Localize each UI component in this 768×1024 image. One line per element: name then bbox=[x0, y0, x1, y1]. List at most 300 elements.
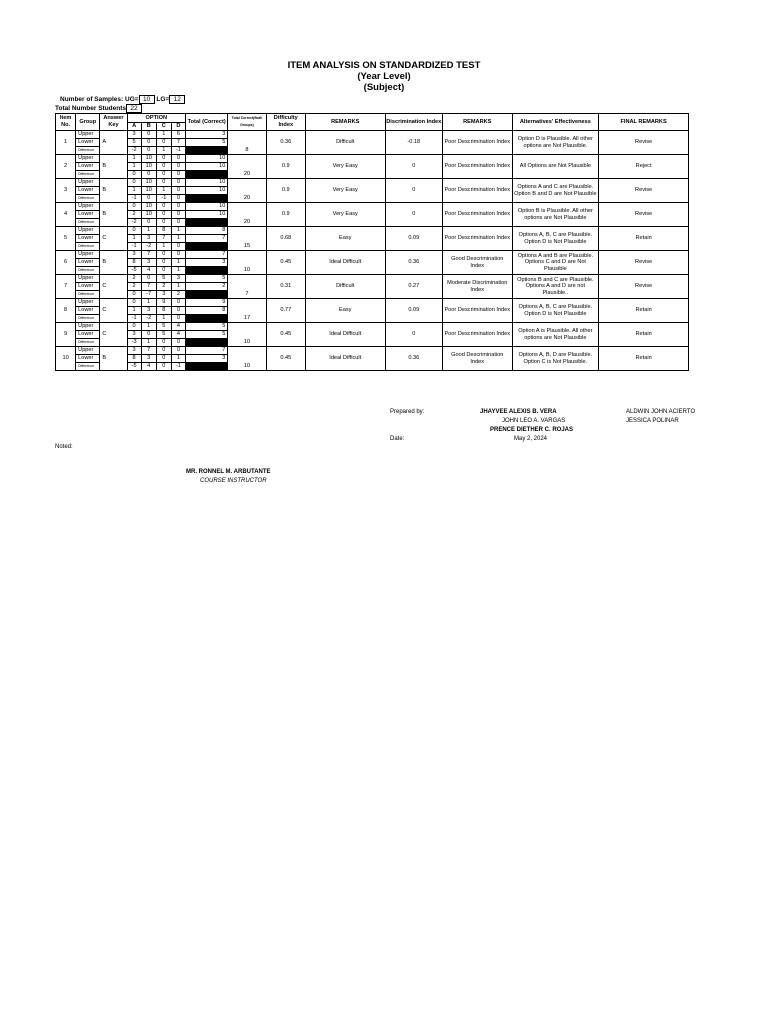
difficulty-remarks: Ideal Difficult bbox=[305, 347, 385, 371]
group-difference-label: Difference bbox=[76, 363, 100, 371]
discrimination-index: 0 bbox=[385, 179, 442, 203]
difference-total-blackout bbox=[186, 171, 228, 179]
lower-option-b: 0 bbox=[141, 331, 156, 339]
item-row-upper bbox=[56, 227, 689, 235]
difference-option-d: 0 bbox=[171, 243, 185, 251]
group-difference-label: Difference bbox=[76, 171, 100, 179]
group-upper-label: Upper bbox=[76, 203, 100, 211]
lower-option-b: 3 bbox=[141, 355, 156, 363]
difference-total-blackout bbox=[186, 363, 228, 371]
alternatives-effectiveness: Options A, B, C are Plausible. Option D is Not Plausible bbox=[512, 227, 599, 251]
difference-option-a: -2 bbox=[127, 219, 141, 227]
upper-option-c: 8 bbox=[156, 227, 171, 235]
difference-total-blackout bbox=[186, 291, 228, 299]
final-remarks: Retain bbox=[599, 227, 689, 251]
upper-total: 10 bbox=[186, 203, 228, 211]
preparer-vargas: JOHN LEO A. VARGAS bbox=[502, 418, 566, 424]
upper-option-d: 0 bbox=[171, 179, 185, 187]
lower-option-a: 1 bbox=[127, 307, 141, 315]
item-number: 2 bbox=[56, 155, 76, 179]
upper-option-c: 0 bbox=[156, 203, 171, 211]
difference-option-c: 0 bbox=[156, 171, 171, 179]
group-difference-label: Difference bbox=[76, 219, 100, 227]
lower-option-d: 7 bbox=[171, 139, 185, 147]
year-level-subtitle: (Year Level) bbox=[357, 71, 411, 82]
difference-option-c: 1 bbox=[156, 243, 171, 251]
upper-total: 3 bbox=[186, 131, 228, 139]
difference-option-d: 2 bbox=[171, 291, 185, 299]
difference-option-a: 0 bbox=[127, 171, 141, 179]
header-group: Group bbox=[76, 114, 100, 131]
difference-option-b: 4 bbox=[141, 267, 156, 275]
preparer-polinar: JESSICA POLINAR bbox=[626, 418, 679, 424]
lower-option-b: 7 bbox=[141, 283, 156, 291]
group-upper-label: Upper bbox=[76, 131, 100, 139]
lower-option-d: 4 bbox=[171, 331, 185, 339]
instructor-title: COURSE INSTRUCTOR bbox=[200, 478, 267, 484]
upper-option-a: 0 bbox=[127, 323, 141, 331]
lower-option-c: 0 bbox=[156, 259, 171, 267]
difference-option-d: 0 bbox=[171, 315, 185, 323]
discrimination-index: 0 bbox=[385, 323, 442, 347]
header-option: OPTION bbox=[127, 114, 185, 123]
upper-option-d: 0 bbox=[171, 203, 185, 211]
lower-total: 2 bbox=[186, 283, 228, 291]
upper-option-c: 1 bbox=[156, 131, 171, 139]
answer-key: A bbox=[100, 131, 127, 155]
lower-option-c: 0 bbox=[156, 355, 171, 363]
difference-option-d: 1 bbox=[171, 267, 185, 275]
lower-option-b: 10 bbox=[141, 187, 156, 195]
lower-option-c: 8 bbox=[156, 307, 171, 315]
upper-total: 7 bbox=[186, 347, 228, 355]
difference-total-blackout bbox=[186, 147, 228, 155]
difference-option-a: -1 bbox=[127, 195, 141, 203]
total-students-label: Total Number Students bbox=[55, 105, 127, 112]
discrimination-remarks: Poor Descrimination Index bbox=[442, 203, 512, 227]
difficulty-index: 0.68 bbox=[266, 227, 305, 251]
difficulty-remarks: Easy bbox=[305, 299, 385, 323]
group-lower-label: Lower bbox=[76, 187, 100, 195]
lower-option-a: 8 bbox=[127, 355, 141, 363]
difference-option-d: -1 bbox=[171, 363, 185, 371]
alternatives-effectiveness: Option A is Plausible. All other options are Not Plausible bbox=[512, 323, 599, 347]
upper-option-d: 0 bbox=[171, 251, 185, 259]
total-both-groups: 15 bbox=[228, 227, 266, 251]
item-number: 10 bbox=[56, 347, 76, 371]
lower-option-c: 7 bbox=[156, 235, 171, 243]
lower-option-c: 1 bbox=[156, 187, 171, 195]
group-lower-label: Lower bbox=[76, 139, 100, 147]
header-final-remarks: FINAL REMARKS bbox=[599, 114, 689, 131]
answer-key: C bbox=[100, 227, 127, 251]
lg-value: 12 bbox=[169, 95, 185, 104]
lower-option-b: 3 bbox=[141, 307, 156, 315]
item-number: 3 bbox=[56, 179, 76, 203]
total-both-groups: 8 bbox=[228, 131, 266, 155]
lg-label: LG= bbox=[156, 96, 170, 103]
final-remarks: Revise bbox=[599, 275, 689, 299]
difference-option-d: -1 bbox=[171, 147, 185, 155]
group-lower-label: Lower bbox=[76, 211, 100, 219]
difficulty-index: 0.45 bbox=[266, 323, 305, 347]
difference-option-c: 0 bbox=[156, 267, 171, 275]
difficulty-index: 0.77 bbox=[266, 299, 305, 323]
difference-option-a: 0 bbox=[127, 291, 141, 299]
item-number: 8 bbox=[56, 299, 76, 323]
difference-option-c: 1 bbox=[156, 315, 171, 323]
discrimination-remarks: Poor Descrimination Index bbox=[442, 299, 512, 323]
group-lower-label: Lower bbox=[76, 235, 100, 243]
upper-option-a: 0 bbox=[127, 227, 141, 235]
difference-option-c: 0 bbox=[156, 339, 171, 347]
lower-option-b: 10 bbox=[141, 163, 156, 171]
difficulty-index: 0.36 bbox=[266, 131, 305, 155]
group-difference-label: Difference bbox=[76, 339, 100, 347]
item-row-upper bbox=[56, 347, 689, 355]
date-value: May 2, 2024 bbox=[514, 436, 548, 442]
upper-option-d: 3 bbox=[171, 275, 185, 283]
lower-option-a: 5 bbox=[127, 139, 141, 147]
group-upper-label: Upper bbox=[76, 251, 100, 259]
upper-option-b: 10 bbox=[141, 179, 156, 187]
difference-option-a: -5 bbox=[127, 363, 141, 371]
prepared-by-label: Prepared by: bbox=[390, 409, 425, 415]
difference-option-a: -5 bbox=[127, 267, 141, 275]
answer-key: B bbox=[100, 347, 127, 371]
difficulty-index: 0.45 bbox=[266, 347, 305, 371]
item-number: 5 bbox=[56, 227, 76, 251]
upper-option-d: 6 bbox=[171, 131, 185, 139]
item-number: 6 bbox=[56, 251, 76, 275]
lower-option-c: 0 bbox=[156, 139, 171, 147]
upper-total: 7 bbox=[186, 251, 228, 259]
answer-key: C bbox=[100, 275, 127, 299]
group-difference-label: Difference bbox=[76, 147, 100, 155]
upper-option-d: 0 bbox=[171, 347, 185, 355]
header-option-b: B bbox=[141, 123, 156, 131]
discrimination-remarks: Poor Descrimination Index bbox=[442, 155, 512, 179]
difference-option-b: 1 bbox=[141, 339, 156, 347]
difference-option-b: 4 bbox=[141, 363, 156, 371]
alternatives-effectiveness: Options B and C are Plausible. Options A and D are not Plausible.. bbox=[512, 275, 599, 299]
lower-total: 3 bbox=[186, 355, 228, 363]
total-both-groups: 20 bbox=[228, 203, 266, 227]
discrimination-index: 0.36 bbox=[385, 347, 442, 371]
group-upper-label: Upper bbox=[76, 299, 100, 307]
ug-value: 10 bbox=[139, 95, 155, 104]
group-lower-label: Lower bbox=[76, 355, 100, 363]
discrimination-remarks: Moderate Discrimination Index bbox=[442, 275, 512, 299]
alternatives-effectiveness: Option D is Plausible. All other options are Not Plausible. bbox=[512, 131, 599, 155]
total-both-groups: 20 bbox=[228, 179, 266, 203]
alternatives-effectiveness: All Options are Not Plausible bbox=[512, 155, 599, 179]
header-alternatives: Alternatives' Effectiveness bbox=[512, 114, 599, 131]
difference-option-b: 0 bbox=[141, 147, 156, 155]
lower-option-b: 10 bbox=[141, 211, 156, 219]
group-upper-label: Upper bbox=[76, 275, 100, 283]
difference-option-d: 0 bbox=[171, 339, 185, 347]
difference-option-c: 0 bbox=[156, 363, 171, 371]
discrimination-remarks: Good Descrimination Index bbox=[442, 347, 512, 371]
group-difference-label: Difference bbox=[76, 195, 100, 203]
group-upper-label: Upper bbox=[76, 179, 100, 187]
difficulty-index: 0.31 bbox=[266, 275, 305, 299]
difference-option-a: -3 bbox=[127, 339, 141, 347]
difference-option-d: 0 bbox=[171, 171, 185, 179]
difference-option-b: -2 bbox=[141, 243, 156, 251]
difficulty-remarks: Very Easy bbox=[305, 155, 385, 179]
lower-option-d: 1 bbox=[171, 355, 185, 363]
group-upper-label: Upper bbox=[76, 347, 100, 355]
document-header bbox=[0, 60, 768, 93]
alternatives-effectiveness: Options A, B, C are Plausible. Option D is Not Plausible bbox=[512, 299, 599, 323]
lower-total: 8 bbox=[186, 307, 228, 315]
item-row-upper bbox=[56, 275, 689, 283]
item-rows bbox=[56, 131, 689, 371]
final-remarks: Revise bbox=[599, 203, 689, 227]
discrimination-remarks: Good Descrimination Index bbox=[442, 251, 512, 275]
header-option-d: D bbox=[171, 123, 185, 131]
difference-total-blackout bbox=[186, 219, 228, 227]
final-remarks: Reject bbox=[599, 155, 689, 179]
group-difference-label: Difference bbox=[76, 291, 100, 299]
discrimination-index: 0 bbox=[385, 203, 442, 227]
difference-option-b: 0 bbox=[141, 219, 156, 227]
difference-total-blackout bbox=[186, 243, 228, 251]
upper-option-a: 1 bbox=[127, 155, 141, 163]
final-remarks: Retain bbox=[599, 323, 689, 347]
upper-option-a: 3 bbox=[127, 251, 141, 259]
lower-option-d: 1 bbox=[171, 283, 185, 291]
item-row-upper bbox=[56, 179, 689, 187]
lower-option-b: 0 bbox=[141, 139, 156, 147]
total-students-line bbox=[55, 104, 142, 113]
group-upper-label: Upper bbox=[76, 227, 100, 235]
total-both-groups: 10 bbox=[228, 251, 266, 275]
upper-option-c: 9 bbox=[156, 299, 171, 307]
answer-key: B bbox=[100, 203, 127, 227]
upper-option-a: 0 bbox=[127, 299, 141, 307]
lower-option-c: 0 bbox=[156, 211, 171, 219]
difficulty-remarks: Difficult bbox=[305, 275, 385, 299]
lower-option-d: 0 bbox=[171, 187, 185, 195]
date-label: Date: bbox=[390, 436, 405, 442]
difficulty-index: 0.9 bbox=[266, 203, 305, 227]
item-row-upper bbox=[56, 323, 689, 331]
lower-total: 5 bbox=[186, 139, 228, 147]
difficulty-index: 0.45 bbox=[266, 251, 305, 275]
lower-option-a: 2 bbox=[127, 283, 141, 291]
difference-option-b: 0 bbox=[141, 195, 156, 203]
item-number: 9 bbox=[56, 323, 76, 347]
upper-option-c: 5 bbox=[156, 323, 171, 331]
group-difference-label: Difference bbox=[76, 243, 100, 251]
alternatives-effectiveness: Options A and B are Plausible. Options C and D are Not Plausible bbox=[512, 251, 599, 275]
group-lower-label: Lower bbox=[76, 331, 100, 339]
alternatives-effectiveness: Options A, B, D are Plausible. Option C is Not Plausible. bbox=[512, 347, 599, 371]
preparer-rojas: PRENCE DIETHER C. ROJAS bbox=[490, 427, 574, 433]
upper-option-a: 3 bbox=[127, 131, 141, 139]
difference-option-d: 0 bbox=[171, 195, 185, 203]
samples-line bbox=[60, 95, 185, 104]
header-option-c: C bbox=[156, 123, 171, 131]
lower-option-d: 0 bbox=[171, 211, 185, 219]
difficulty-remarks: Difficult bbox=[305, 131, 385, 155]
lower-option-c: 2 bbox=[156, 283, 171, 291]
difference-option-c: 0 bbox=[156, 219, 171, 227]
upper-option-a: 0 bbox=[127, 203, 141, 211]
group-lower-label: Lower bbox=[76, 307, 100, 315]
group-lower-label: Lower bbox=[76, 259, 100, 267]
total-both-groups: 20 bbox=[228, 155, 266, 179]
lower-total: 7 bbox=[186, 235, 228, 243]
discrimination-index: 0.09 bbox=[385, 227, 442, 251]
final-remarks: Revise bbox=[599, 131, 689, 155]
upper-option-b: 7 bbox=[141, 347, 156, 355]
preparer-vera: JHAYVEE ALEXIS B. VERA bbox=[480, 409, 557, 415]
header-discrimination: Discrimination Index bbox=[385, 114, 442, 131]
item-number: 4 bbox=[56, 203, 76, 227]
item-analysis-table bbox=[55, 113, 689, 371]
instructor-name: MR. RONNEL M. ARBUTANTE bbox=[186, 469, 271, 475]
final-remarks: Retain bbox=[599, 347, 689, 371]
upper-option-d: 1 bbox=[171, 227, 185, 235]
group-upper-label: Upper bbox=[76, 323, 100, 331]
noted-label: Noted: bbox=[55, 444, 73, 450]
difference-option-b: -2 bbox=[141, 315, 156, 323]
difference-total-blackout bbox=[186, 339, 228, 347]
difficulty-remarks: Very Easy bbox=[305, 203, 385, 227]
answer-key: B bbox=[100, 155, 127, 179]
lower-option-d: 1 bbox=[171, 235, 185, 243]
alternatives-effectiveness: Option B is Plausible. All other options are Not Plausible bbox=[512, 203, 599, 227]
subject-subtitle: (Subject) bbox=[363, 82, 405, 93]
difference-total-blackout bbox=[186, 267, 228, 275]
total-both-groups: 10 bbox=[228, 323, 266, 347]
alternatives-effectiveness: Options A and C are Plausible. Option B and D are Not Plausible bbox=[512, 179, 599, 203]
total-students-value: 22 bbox=[126, 104, 142, 113]
answer-key: C bbox=[100, 299, 127, 323]
item-row-upper bbox=[56, 299, 689, 307]
header-remarks-difficulty: REMARKS bbox=[305, 114, 385, 131]
difference-total-blackout bbox=[186, 315, 228, 323]
header-remarks-discrimination: REMARKS bbox=[442, 114, 512, 131]
upper-option-b: 7 bbox=[141, 251, 156, 259]
header-total-both: Total Correct(Both Groups) bbox=[228, 114, 266, 131]
lower-total: 3 bbox=[186, 259, 228, 267]
lower-total: 10 bbox=[186, 187, 228, 195]
upper-option-d: 0 bbox=[171, 299, 185, 307]
upper-option-d: 4 bbox=[171, 323, 185, 331]
difference-option-c: -1 bbox=[156, 195, 171, 203]
upper-option-c: 5 bbox=[156, 275, 171, 283]
lower-option-c: 0 bbox=[156, 163, 171, 171]
lower-option-a: 1 bbox=[127, 187, 141, 195]
header-difficulty: Difficulty Index bbox=[266, 114, 305, 131]
difficulty-remarks: Easy bbox=[305, 227, 385, 251]
upper-option-b: 0 bbox=[141, 131, 156, 139]
upper-option-c: 0 bbox=[156, 155, 171, 163]
upper-total: 5 bbox=[186, 323, 228, 331]
item-row-upper bbox=[56, 251, 689, 259]
ug-label: UG= bbox=[125, 96, 139, 103]
difficulty-remarks: Very Easy bbox=[305, 179, 385, 203]
lower-option-c: 5 bbox=[156, 331, 171, 339]
lower-option-d: 1 bbox=[171, 259, 185, 267]
item-number: 1 bbox=[56, 131, 76, 155]
difference-option-a: -2 bbox=[127, 147, 141, 155]
upper-option-b: 10 bbox=[141, 155, 156, 163]
group-lower-label: Lower bbox=[76, 163, 100, 171]
discrimination-remarks: Poor Descrimination Index bbox=[442, 323, 512, 347]
lower-total: 10 bbox=[186, 211, 228, 219]
difference-option-a: -1 bbox=[127, 315, 141, 323]
lower-option-b: 3 bbox=[141, 259, 156, 267]
header-item-no: Item No. bbox=[56, 114, 76, 131]
document-title: ITEM ANALYSIS ON STANDARDIZED TEST bbox=[287, 60, 481, 71]
header-option-a: A bbox=[127, 123, 141, 131]
final-remarks: Retain bbox=[599, 299, 689, 323]
group-difference-label: Difference bbox=[76, 267, 100, 275]
discrimination-index: 0 bbox=[385, 155, 442, 179]
header-total: Total (Correct) bbox=[186, 114, 228, 131]
upper-total: 10 bbox=[186, 155, 228, 163]
discrimination-remarks: Poor Descrimination Index bbox=[442, 179, 512, 203]
upper-option-b: 1 bbox=[141, 299, 156, 307]
difference-option-c: 3 bbox=[156, 291, 171, 299]
lower-option-a: 8 bbox=[127, 259, 141, 267]
upper-option-a: 0 bbox=[127, 179, 141, 187]
samples-label: Number of Samples: bbox=[60, 96, 124, 103]
upper-total: 5 bbox=[186, 275, 228, 283]
lower-total: 5 bbox=[186, 331, 228, 339]
lower-option-a: 2 bbox=[127, 211, 141, 219]
lower-option-a: 1 bbox=[127, 163, 141, 171]
item-row-upper bbox=[56, 131, 689, 139]
group-upper-label: Upper bbox=[76, 155, 100, 163]
upper-option-a: 3 bbox=[127, 347, 141, 355]
discrimination-index: 0.27 bbox=[385, 275, 442, 299]
discrimination-index: 0.09 bbox=[385, 299, 442, 323]
total-both-groups: 17 bbox=[228, 299, 266, 323]
difference-option-c: 1 bbox=[156, 147, 171, 155]
difference-option-d: 0 bbox=[171, 219, 185, 227]
lower-total: 10 bbox=[186, 163, 228, 171]
total-both-groups: 10 bbox=[228, 347, 266, 371]
upper-option-a: 2 bbox=[127, 275, 141, 283]
final-remarks: Revise bbox=[599, 251, 689, 275]
difference-option-b: 0 bbox=[141, 171, 156, 179]
lower-option-a: 1 bbox=[127, 235, 141, 243]
difficulty-index: 0.9 bbox=[266, 179, 305, 203]
answer-key: C bbox=[100, 323, 127, 347]
item-row-upper bbox=[56, 203, 689, 211]
upper-option-b: 1 bbox=[141, 227, 156, 235]
upper-option-d: 0 bbox=[171, 155, 185, 163]
preparer-acierto: ALDWIN JOHN ACIERTO bbox=[626, 409, 696, 415]
header-answer-key: Answer Key bbox=[100, 114, 127, 131]
lower-option-d: 0 bbox=[171, 163, 185, 171]
upper-option-b: 1 bbox=[141, 323, 156, 331]
discrimination-remarks: Poor Descrimination Index bbox=[442, 131, 512, 155]
discrimination-index: 0.36 bbox=[385, 251, 442, 275]
upper-total: 9 bbox=[186, 299, 228, 307]
upper-option-b: 10 bbox=[141, 203, 156, 211]
upper-option-c: 0 bbox=[156, 347, 171, 355]
discrimination-remarks: Poor Descrimination Index bbox=[442, 227, 512, 251]
item-row-upper bbox=[56, 155, 689, 163]
